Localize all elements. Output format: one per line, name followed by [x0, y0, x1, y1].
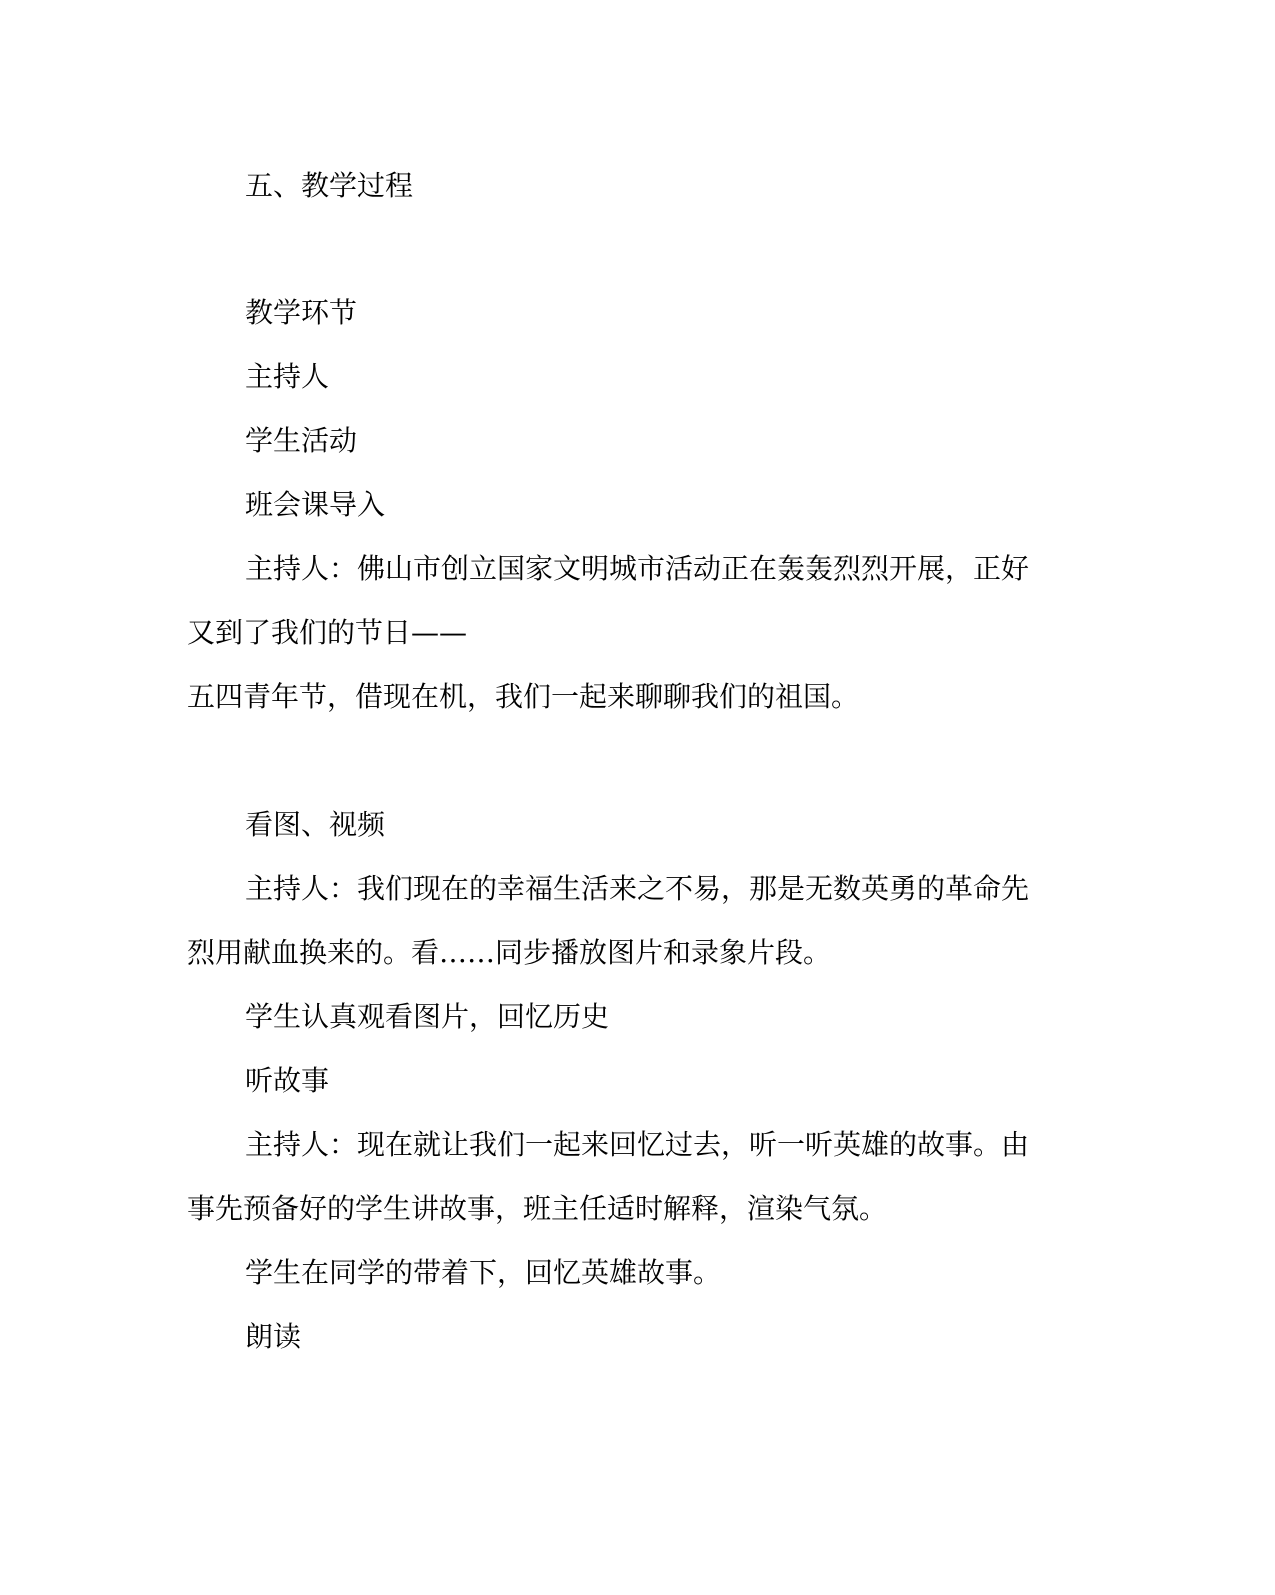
part1-host-line3: 五四青年节，借现在机，我们一起来聊聊我们的祖国。 [187, 680, 860, 713]
part1-host-line2: 又到了我们的节日—— [187, 616, 468, 649]
part2-host-line1: 主持人：我们现在的幸福生活来之不易，那是无数英勇的革命先 [245, 872, 1030, 905]
column-header-students: 学生活动 [245, 424, 358, 457]
part2-student-activity: 学生认真观看图片，回忆历史 [245, 1000, 610, 1033]
part2-host-line2: 烈用献血换来的。看……同步播放图片和录象片段。 [187, 936, 832, 969]
column-header-step: 教学环节 [245, 296, 358, 329]
part3-title: 听故事 [245, 1064, 330, 1097]
part2-title: 看图、视频 [245, 808, 386, 841]
part1-title: 班会课导入 [245, 488, 386, 521]
section-title: 五、教学过程 [245, 169, 414, 202]
part4-title: 朗读 [245, 1320, 302, 1353]
part3-host-line1: 主持人：现在就让我们一起来回忆过去，听一听英雄的故事。由 [245, 1128, 1030, 1161]
part3-host-line2: 事先预备好的学生讲故事，班主任适时解释，渲染气氛。 [187, 1192, 888, 1225]
part1-host-line1: 主持人：佛山市创立国家文明城市活动正在轰轰烈烈开展，正好 [245, 552, 1030, 585]
column-header-host: 主持人 [245, 360, 330, 393]
part3-student-activity: 学生在同学的带着下，回忆英雄故事。 [245, 1256, 722, 1289]
